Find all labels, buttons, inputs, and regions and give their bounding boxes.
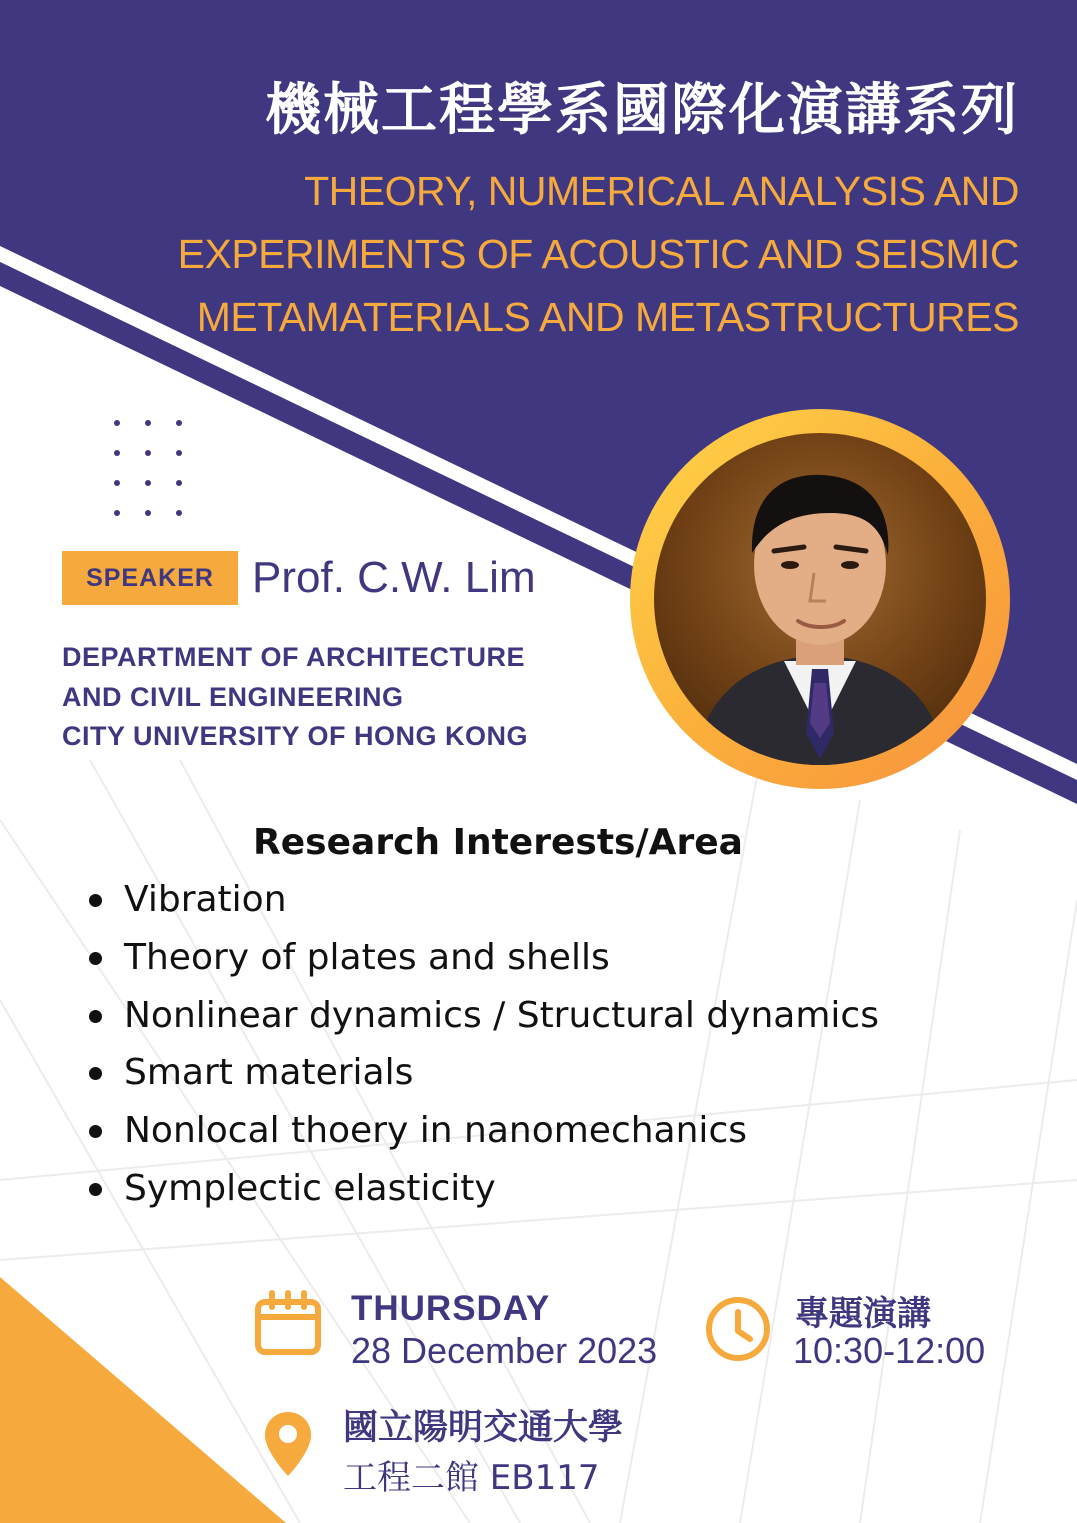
bullet [89, 952, 102, 965]
affiliation-line: AND CIVIL ENGINEERING [62, 681, 404, 712]
list-item [86, 992, 879, 1050]
list-item [86, 934, 879, 992]
list-item-text: Vibration [124, 879, 287, 920]
list-item-text: Smart materials [124, 1052, 414, 1094]
speaker-portrait-illustration [654, 433, 986, 765]
research-heading: Research Interests/Area [253, 822, 743, 863]
affiliation-line: DEPARTMENT OF ARCHITECTURE [62, 642, 525, 672]
decorative-dot-grid [108, 414, 188, 524]
event-time: 10:30-12:00 [793, 1330, 986, 1371]
list-item-text: Symplectic elasticity [124, 1167, 496, 1209]
speaker-badge: SPEAKER [62, 551, 238, 605]
location-pin-icon [263, 1410, 313, 1478]
talk-title [119, 160, 1019, 349]
list-item-text: Nonlocal thoery in nanomechanics [124, 1110, 747, 1152]
list-item [86, 876, 879, 934]
talk-type-label: 專題演講 [795, 1294, 931, 1334]
list-item [86, 1165, 879, 1223]
speaker-photo [654, 433, 986, 765]
event-date: 28 December 2023 [351, 1330, 658, 1371]
speaker-name: Prof. C.W. Lim [252, 553, 536, 602]
list-item-text: Theory of plates and shells [124, 936, 610, 978]
list-item [86, 1107, 879, 1165]
venue-room: 工程二館 EB117 [343, 1458, 600, 1498]
venue-university: 國立陽明交通大學 [343, 1408, 624, 1448]
speaker-affiliation [62, 638, 528, 757]
list-item-text: Nonlinear dynamics / Structural dynamics [124, 994, 879, 1036]
bullet [89, 894, 102, 907]
series-title: 機械工程學系國際化演講系列 [265, 78, 1019, 143]
clock-icon [704, 1295, 772, 1363]
orange-corner-triangle [0, 1277, 286, 1523]
bullet [89, 1067, 102, 1080]
bullet [89, 1183, 102, 1196]
talk-title-line: EXPERIMENTS OF ACOUSTIC AND SEISMIC [177, 231, 1019, 277]
talk-title-line: THEORY, NUMERICAL ANALYSIS AND [304, 168, 1019, 214]
list-item [86, 1049, 879, 1107]
bullet [89, 1125, 102, 1138]
bullet [89, 1010, 102, 1023]
event-day: THURSDAY [351, 1289, 551, 1328]
affiliation-line: CITY UNIVERSITY OF HONG KONG [62, 721, 529, 751]
research-list [86, 876, 879, 1223]
talk-title-line: METAMATERIALS AND METASTRUCTURES [196, 294, 1019, 340]
calendar-icon [254, 1290, 322, 1356]
